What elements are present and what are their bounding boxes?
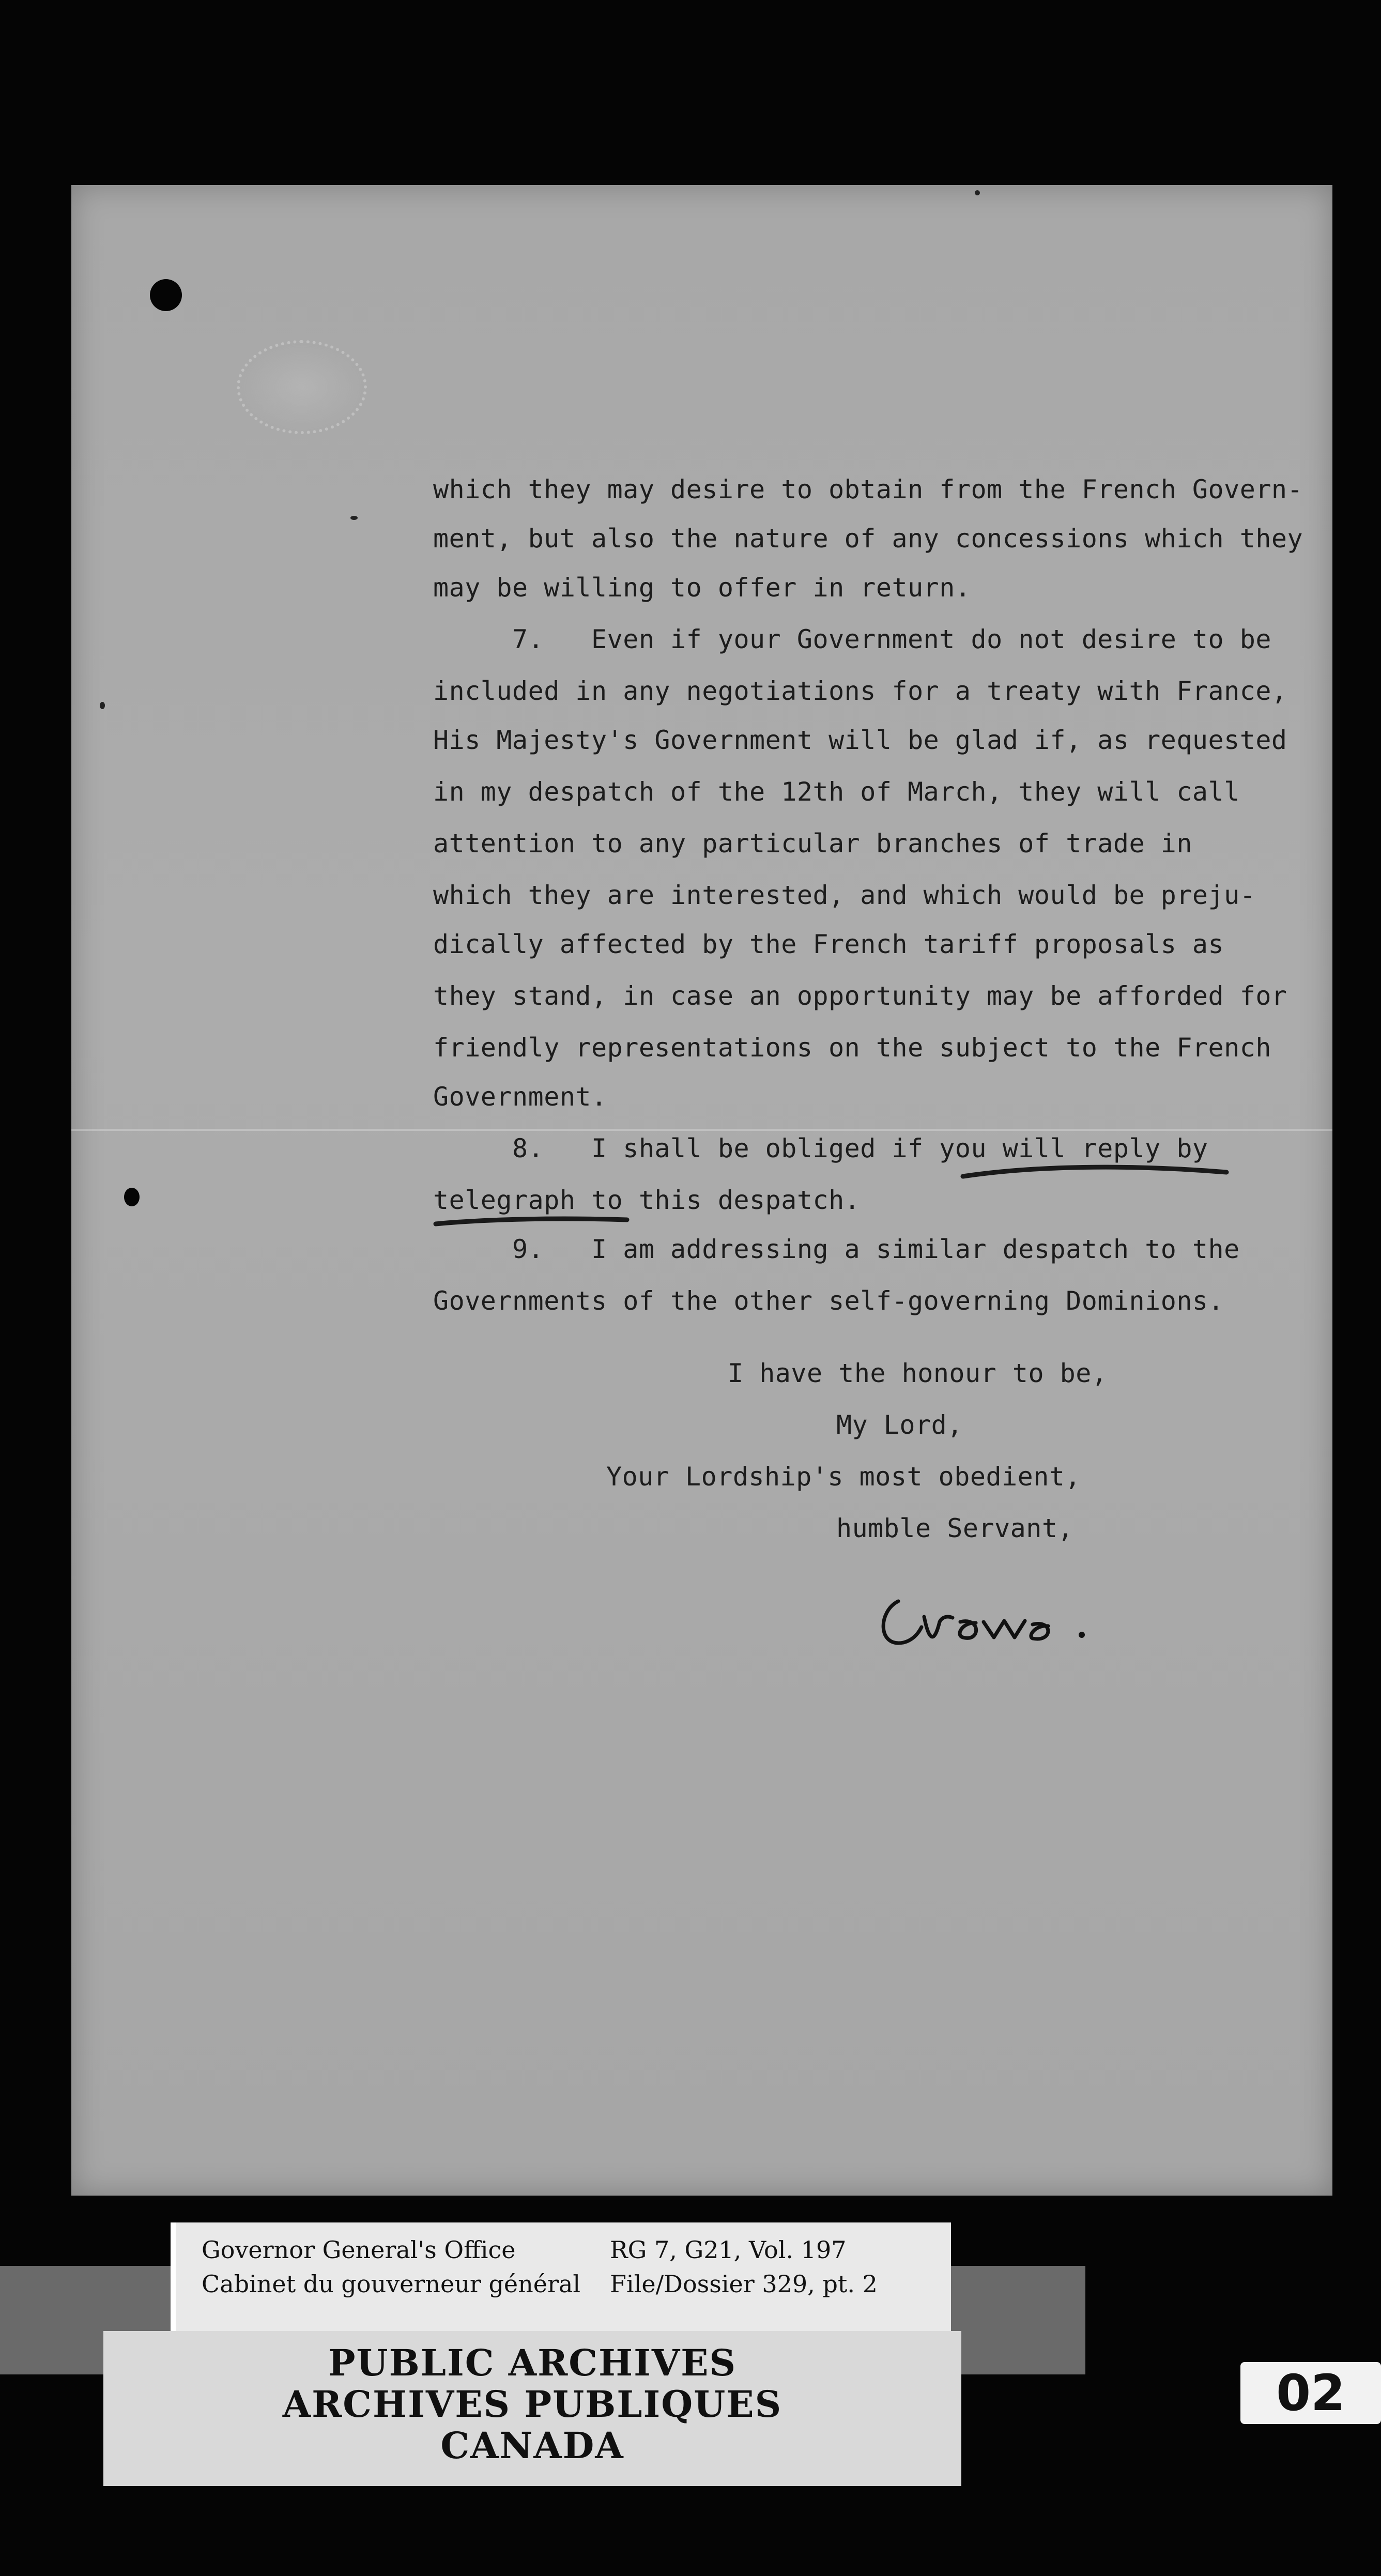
archive-label xyxy=(171,2222,951,2332)
letter-line: in my despatch of the 12th of March, they will call xyxy=(433,777,1240,807)
stamp-line: ARCHIVES PUBLIQUES xyxy=(282,2383,782,2426)
archive-file: File/Dossier 329, pt. 2 xyxy=(610,2270,878,2298)
closing-line: My Lord, xyxy=(836,1410,963,1440)
letter-line: which they may desire to obtain from the French Govern- xyxy=(433,474,1303,504)
stamp-line: PUBLIC ARCHIVES xyxy=(328,2341,737,2384)
office-fr: Cabinet du gouverneur général xyxy=(202,2270,581,2298)
closing-line: I have the honour to be, xyxy=(728,1358,1108,1388)
archive-reference: RG 7, G21, Vol. 197 xyxy=(610,2236,847,2264)
letter-line: 8. I shall be obliged if you will reply by xyxy=(433,1133,1208,1163)
office-en: Governor General's Office xyxy=(202,2236,516,2264)
stamp-line: CANADA xyxy=(440,2424,624,2467)
frame-number: 02 xyxy=(1240,2362,1381,2424)
signature xyxy=(878,1581,1095,1663)
letter-line: 9. I am addressing a similar despatch to the xyxy=(433,1234,1240,1264)
letter-line: Government. xyxy=(433,1082,607,1112)
letter-line: friendly representations on the subject to the French xyxy=(433,1033,1271,1063)
closing-line: humble Servant, xyxy=(836,1513,1074,1543)
pen-underline xyxy=(433,1214,630,1234)
letter-line: attention to any particular branches of trade in xyxy=(433,829,1192,858)
pen-underline xyxy=(960,1162,1229,1183)
letter-body xyxy=(71,185,1332,2196)
archive-stamp xyxy=(103,2331,961,2486)
letter-line: 7. Even if your Government do not desire to be xyxy=(433,624,1271,654)
letter-line: ment, but also the nature of any concessions which they xyxy=(433,524,1303,554)
closing-line: Your Lordship's most obedient, xyxy=(606,1462,1081,1492)
letter-line: dically affected by the French tariff proposals as xyxy=(433,929,1224,959)
document-page xyxy=(71,185,1332,2196)
letter-line: telegraph to this despatch. xyxy=(433,1185,861,1215)
letter-line: Governments of the other self-governing Dominions. xyxy=(433,1286,1224,1316)
letter-line: which they are interested, and which would be preju- xyxy=(433,880,1256,910)
letter-line: they stand, in case an opportunity may be afforded for xyxy=(433,981,1287,1011)
letter-line: included in any negotiations for a treaty with France, xyxy=(433,676,1287,706)
letter-line: His Majesty's Government will be glad if, as requested xyxy=(433,725,1287,755)
letter-line: may be willing to offer in return. xyxy=(433,573,971,603)
